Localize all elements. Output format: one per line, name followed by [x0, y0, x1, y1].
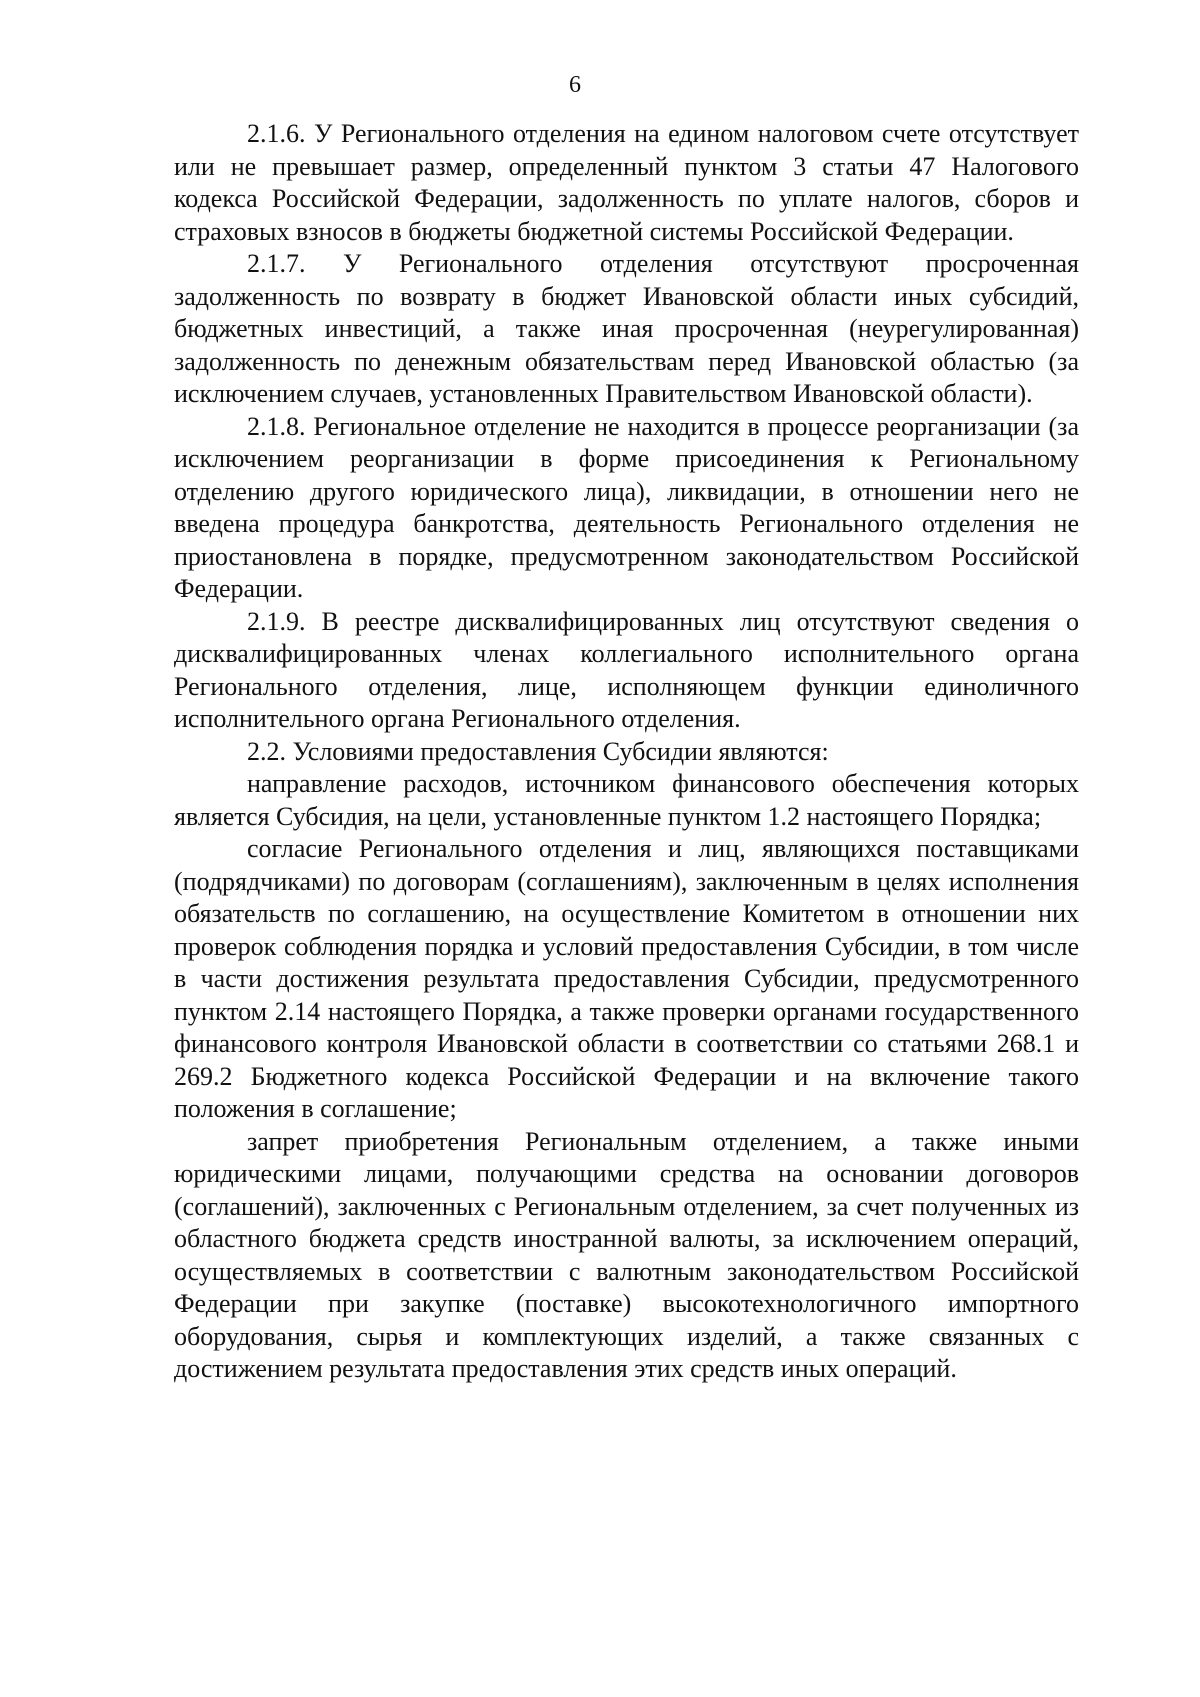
- page-number: 6: [569, 72, 581, 98]
- paragraph-2-1-8: 2.1.8. Региональное отделение не находится в процессе реорганизации (за исключением реорганизации в форме присоединения к Региональному отделению другого юридического лица), ликвидации, в отношении него не введена процедура банкротства, деятельность Регионального отделения не приостановлена в порядке, предусмотренном законодательством Российской Федерации.: [174, 411, 1079, 603]
- document-body: [174, 118, 1079, 1386]
- paragraph-2-1-6: 2.1.6. У Регионального отделения на едином налоговом счете отсутствует или не превышает размер, определенный пунктом 3 статьи 47 Налогового кодекса Российской Федерации, задолженность по уплате налогов, сборов и страховых взносов в бюджеты бюджетной системы Российской Федерации.: [174, 119, 1079, 246]
- paragraph-condition-expenses: направление расходов, источником финансового обеспечения которых является Субсидия, на цели, установленные пунктом 1.2 настоящего Порядка;: [174, 769, 1079, 831]
- paragraph-2-1-7: 2.1.7. У Регионального отделения отсутствуют просроченная задолженность по возврату в бюджет Ивановской области иных субсидий, бюджетных инвестиций, а также иная просроченная (неурегулированная) задолженность по денежным обязательствам перед Ивановской областью (за исключением случаев, установленных Правительством Ивановской области).: [174, 249, 1079, 408]
- paragraph-condition-currency-ban: запрет приобретения Региональным отделением, а также иными юридическими лицами, получающими средства на основании договоров (соглашений), заключенных с Региональным отделением, за счет полученных из областного бюджета средств иностранной валюты, за исключением операций, осуществляемых в соответствии с валютным законодательством Российской Федерации при закупке (поставке) высокотехнологичного импортного оборудования, сырья и комплектующих изделий, а также связанных с достижением результата предоставления этих средств иных операций.: [174, 1126, 1079, 1383]
- paragraph-2-1-9: 2.1.9. В реестре дисквалифицированных лиц отсутствуют сведения о дисквалифицированных членах коллегиального исполнительного органа Регионального отделения, лице, исполняющем функции единоличного исполнительного органа Регионального отделения.: [174, 606, 1079, 733]
- paragraph-condition-consent: согласие Регионального отделения и лиц, являющихся поставщиками (подрядчиками) по договорам (соглашениям), заключенным в целях исполнения обязательств по соглашению, на осуществление Комитетом в отношении них проверок соблюдения порядка и условий предоставления Субсидии, в том числе в части достижения результата предоставления Субсидии, предусмотренного пунктом 2.14 настоящего Порядка, а также проверки органами государственного финансового контроля Ивановской области в соответствии со статьями 268.1 и 269.2 Бюджетного кодекса Российской Федерации и на включение такого положения в соглашение;: [174, 834, 1079, 1123]
- paragraph-2-2: 2.2. Условиями предоставления Субсидии являются:: [247, 736, 829, 766]
